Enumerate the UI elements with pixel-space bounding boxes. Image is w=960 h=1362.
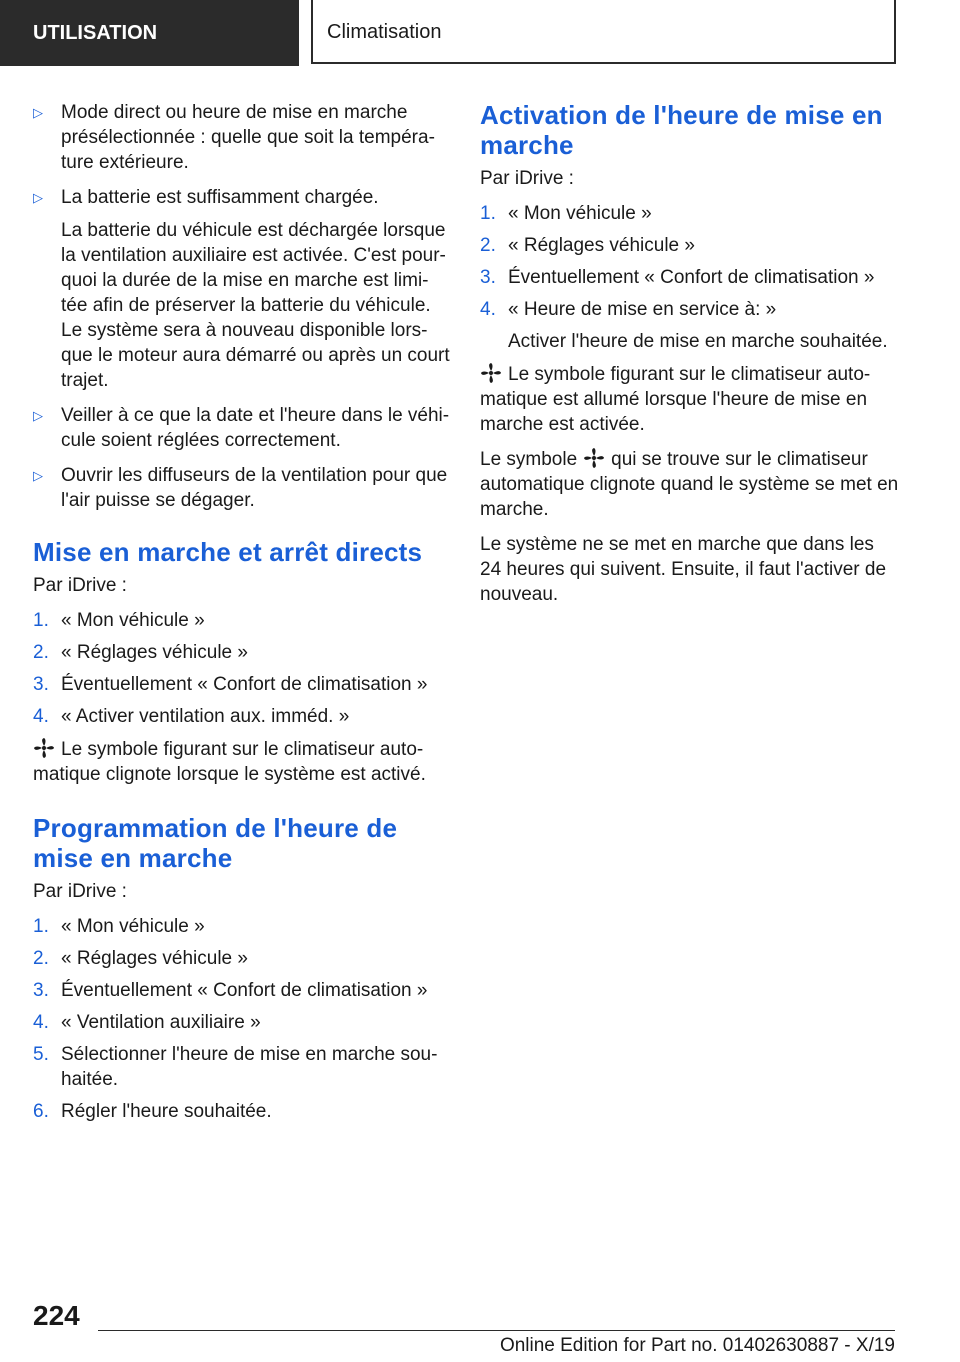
list-item: ▷ La batterie est suffisamment chargée. La batterie du véhicule est déchargée lorsque la ventilation auxiliaire est activée. C'est pour-quoi la durée de la mise en marche est limi-tée afin de préserver la batterie du véhicule. Le système sera à nouveau disponible lors-que le moteur aura démarré ou après un court trajet. [33,187,450,391]
triangle-right-icon: ▷ [33,468,43,483]
list-item: 3. Éventuellement « Confort de climatisation » [33,674,428,695]
list-item: 4. « Ventilation auxiliaire » [33,1012,261,1033]
fan-icon [33,737,55,759]
list-item: 5. Sélectionner l'heure de mise en marche sou-haitée. [33,1044,438,1090]
triangle-right-icon: ▷ [33,105,43,120]
chapter-title: Climatisation [311,0,896,64]
list-item: 2. « Réglages véhicule » [480,235,695,256]
steps-list [33,608,451,729]
list-item: 3. Éventuellement « Confort de climatisation » [480,267,875,288]
triangle-right-icon: ▷ [33,408,43,423]
section-heading: Mise en marche et arrêt directs [33,537,423,567]
fan-icon [583,447,605,469]
triangle-right-icon: ▷ [33,190,43,205]
list-item: 6. Régler l'heure souhaitée. [33,1101,272,1122]
list-item: ▷ Veiller à ce que la date et l'heure dans le véhi-cule soient réglées correctement. [33,405,450,451]
intro-text: Par iDrive : [33,575,127,596]
body-text: Le système ne se met en marche que dans les 24 heures qui suivent. Ensuite, il faut l'activer de nouveau. [480,534,887,605]
left-column [33,100,451,1132]
list-item: 1. « Mon véhicule » [480,203,652,224]
list-item: 3. Éventuellement « Confort de climatisation » [33,980,428,1001]
steps-list [480,201,900,354]
section-heading: Programmation de l'heure de mise en marche [33,813,398,873]
note-text: Le symbole figurant sur le climatiseur auto-matique clignote lorsque le système est activé. [33,739,426,785]
note-text: Le symbole figurant sur le climatiseur auto-matique est allumé lorsque l'heure de mise en marche est activée. [480,364,871,435]
intro-text: Par iDrive : [480,168,574,189]
requirements-list [33,100,451,513]
page-header [0,0,960,66]
section-tab: UTILISATION [0,0,299,66]
list-item: 2. « Réglages véhicule » [33,948,248,969]
list-item: ▷ Ouvrir les diffuseurs de la ventilation pour que l'air puisse se dégager. [33,465,448,511]
section-heading: Activation de l'heure de mise en marche [480,100,883,160]
list-item: 2. « Réglages véhicule » [33,642,248,663]
list-item: 1. « Mon véhicule » [33,916,205,937]
intro-text: Par iDrive : [33,881,127,902]
list-item: 4. « Activer ventilation aux. imméd. » [33,706,350,727]
right-column [480,100,900,617]
list-item: 1. « Mon véhicule » [33,610,205,631]
edition-text: Online Edition for Part no. 01402630887 - X/19 [499,1335,895,1356]
note-text: Le symbole qui se trouve sur le climatiseur automatique clignote quand le système se met en marche. [480,449,899,520]
list-item: 4. « Heure de mise en service à: » Activer l'heure de mise en marche souhaitée. [480,299,888,352]
footer-divider [98,1330,895,1331]
page-number: 224 [33,1300,80,1331]
fan-icon [480,362,502,384]
steps-list [33,914,451,1124]
list-item: ▷ Mode direct ou heure de mise en marche présélectionnée : quelle que soit la tempéra-ture extérieure. [33,102,435,173]
